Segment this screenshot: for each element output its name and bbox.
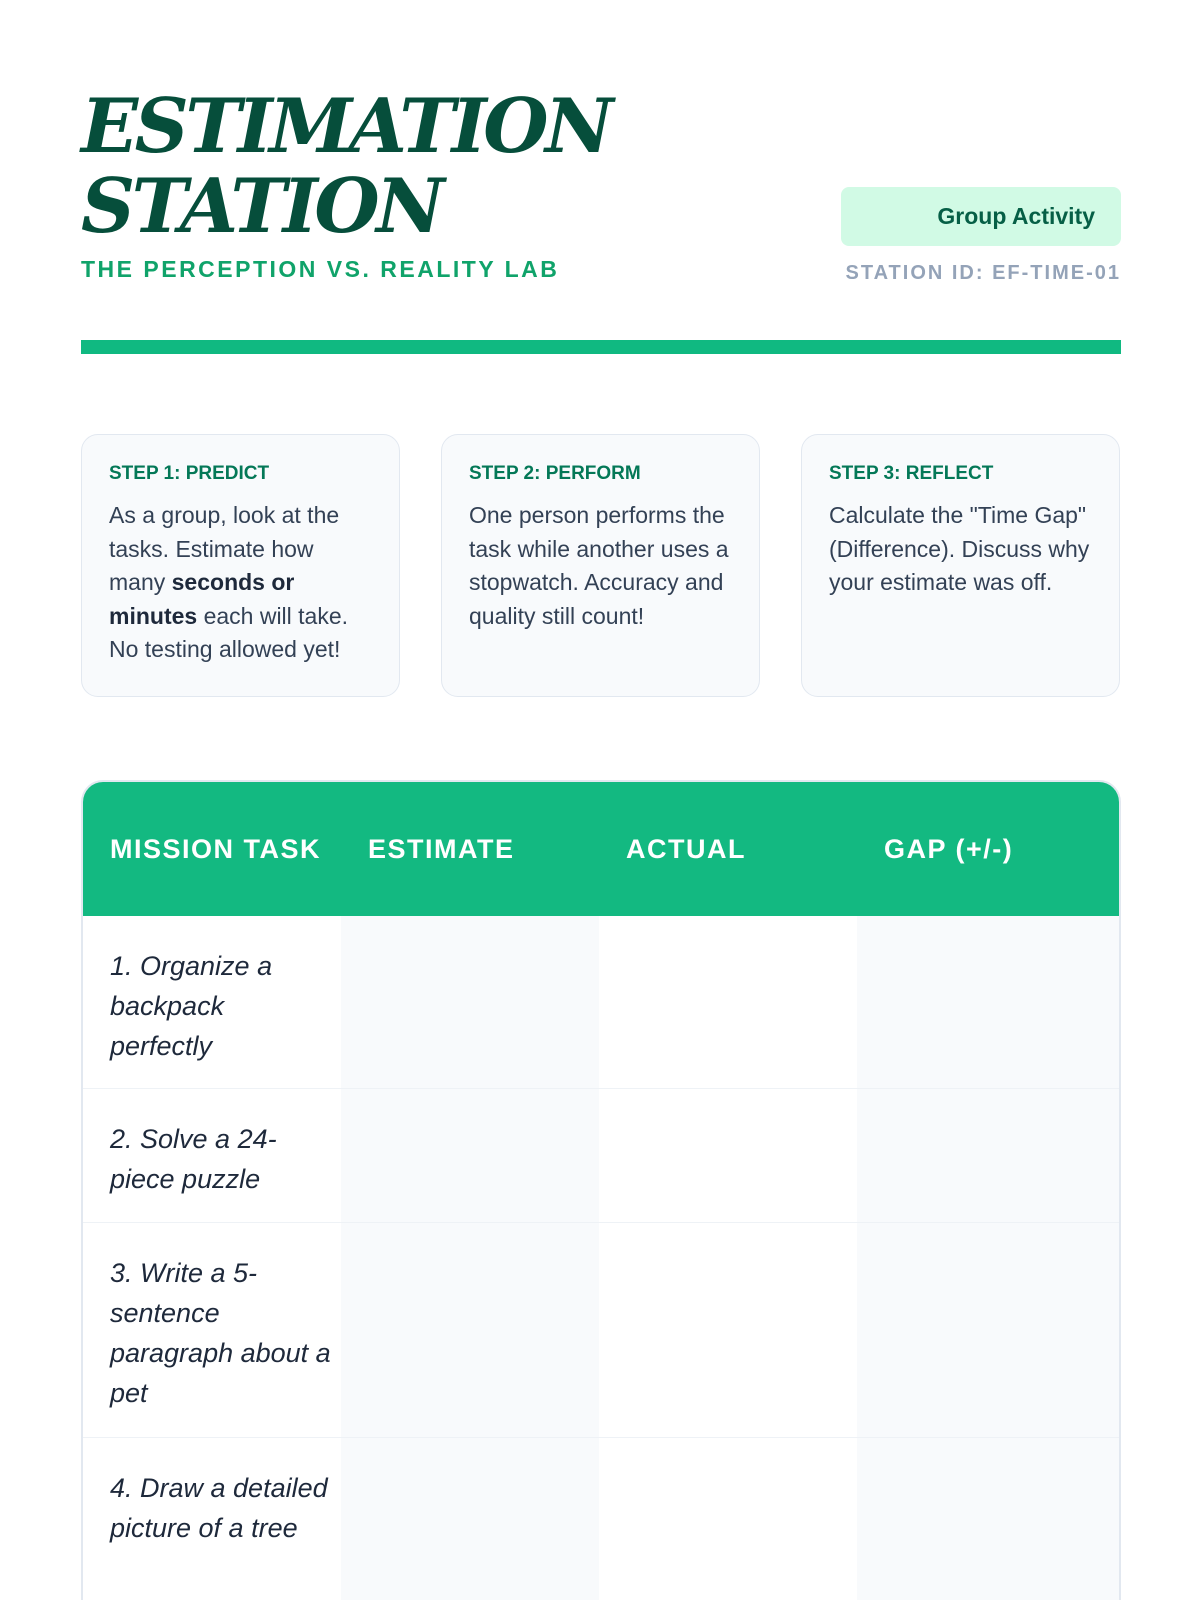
page-subtitle: THE PERCEPTION VS. REALITY LAB: [81, 256, 560, 282]
column-header-estimate: ESTIMATE: [368, 833, 515, 864]
table-header: [83, 782, 1119, 916]
step-title: STEP 1: PREDICT: [109, 463, 270, 484]
station-id: STATION ID: EF-TIME-01: [845, 262, 1121, 284]
step-card-predict: [81, 434, 400, 697]
table-row: [83, 916, 1119, 1088]
column-header-actual: ACTUAL: [626, 833, 746, 864]
steps-section: [81, 434, 1121, 697]
step-text: One person performs the task while another uses a stopwatch. Accuracy and quality still count!: [469, 502, 729, 629]
gap-cell[interactable]: [857, 1089, 1119, 1222]
step-text-part: As a group, look at the tasks. Estimate how many: [109, 502, 340, 595]
title-line-2: STATION: [81, 162, 442, 250]
header-divider: [81, 340, 1121, 354]
step-card-reflect: [801, 434, 1120, 697]
actual-cell[interactable]: [599, 916, 857, 1088]
estimate-cell[interactable]: [341, 1089, 599, 1222]
group-activity-badge: Group Activity: [841, 187, 1121, 246]
worksheet-page: [81, 0, 1121, 1543]
table-row: [83, 1088, 1119, 1222]
actual-cell[interactable]: [599, 1089, 857, 1222]
estimate-cell[interactable]: [341, 1223, 599, 1437]
actual-cell[interactable]: [599, 1438, 857, 1600]
step-title: STEP 3: REFLECT: [829, 463, 994, 484]
step-text-bold: seconds or minutes: [109, 569, 295, 629]
estimate-cell[interactable]: [341, 916, 599, 1088]
column-header-task: MISSION TASK: [110, 834, 322, 864]
step-text: [109, 499, 373, 667]
header: [81, 0, 1121, 355]
task-cell: 4. Draw a detailed picture of a tree: [83, 1438, 341, 1600]
gap-cell[interactable]: [857, 916, 1119, 1088]
step-text-part: each will take. No testing allowed yet!: [109, 602, 349, 662]
task-cell: 3. Write a 5-sentence paragraph about a pet: [83, 1223, 341, 1437]
table-row: [83, 1437, 1119, 1600]
task-cell: 2. Solve a 24-piece puzzle: [83, 1089, 341, 1222]
gap-cell[interactable]: [857, 1438, 1119, 1600]
step-title: STEP 2: PERFORM: [469, 463, 641, 484]
column-header-gap: GAP (+/-): [884, 833, 1014, 864]
actual-cell[interactable]: [599, 1223, 857, 1437]
mission-table: [81, 780, 1121, 1600]
task-cell: 1. Organize a backpack perfectly: [83, 916, 341, 1088]
title-line-1: ESTIMATION: [81, 82, 611, 170]
gap-cell[interactable]: [857, 1223, 1119, 1437]
step-text: Calculate the "Time Gap" (Difference). Discuss why your estimate was off.: [829, 502, 1090, 595]
estimate-cell[interactable]: [341, 1438, 599, 1600]
step-card-perform: [441, 434, 760, 697]
page-title: [81, 82, 701, 250]
table-body: [83, 916, 1119, 1600]
table-row: [83, 1222, 1119, 1437]
